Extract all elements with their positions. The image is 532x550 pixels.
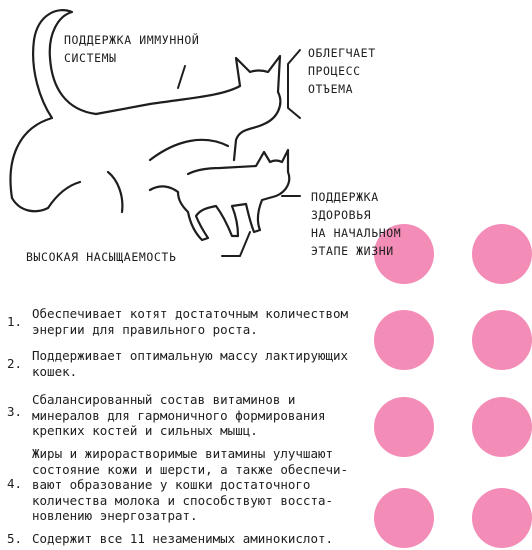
callout-line: ЗДОРОВЬЯ [311, 208, 372, 222]
callout-line: ПРОЦЕСС [308, 64, 361, 78]
callout-line: СИСТЕМЫ [64, 51, 117, 65]
adult-cat-legs [12, 140, 228, 212]
benefit-text: Содержит все 11 незаменимых аминокислот. [32, 531, 334, 546]
callout-line: ПОДДЕРЖКА ИММУННОЙ [64, 33, 200, 47]
callout-line: ЭТАПЕ ЖИЗНИ [311, 244, 394, 258]
callout-early-life [311, 188, 401, 260]
benefit-number: 4. [7, 476, 23, 491]
pink-dot [472, 397, 532, 457]
pink-dot [472, 310, 532, 370]
benefit-number: 1. [7, 314, 23, 329]
callout-immune-support [64, 31, 199, 67]
leader-line-weaning [288, 50, 300, 118]
kitten-outline [150, 150, 289, 240]
benefit-text: Обеспечивает котят достаточным количеством энергии для правильного роста. [32, 306, 349, 337]
callout-line: ОТЪЕМА [308, 82, 354, 96]
benefit-number: 2. [7, 356, 23, 371]
callout-line: ВЫСОКАЯ НАСЫЩАЕМОСТЬ [26, 250, 177, 264]
benefit-text: Сбалансированный состав витаминов и минералов для гармоничного формирования крепких костей и сильных мышц. [32, 392, 326, 438]
callout-line: ПОДДЕРЖКА [311, 190, 379, 204]
callout-line: ОБЛЕГЧАЕТ [308, 46, 376, 60]
leader-line-immune [178, 66, 185, 88]
callout-satiety [26, 248, 176, 266]
pink-dot [472, 488, 532, 548]
callout-line: НА НАЧАЛЬНОМ [311, 226, 402, 240]
benefit-number: 3. [7, 404, 23, 419]
benefit-text: Поддерживает оптимальную массу лактирующих кошек. [32, 348, 349, 379]
callout-weaning [308, 44, 376, 98]
benefit-text: Жиры и жирорастворимые витамины улучшают состояние кожи и шерсти, а также обеспечи- вают образование у кошки достаточного количества молока и способствуют восста- новлению энергозатрат. [32, 446, 349, 523]
benefit-number: 5. [7, 531, 23, 546]
